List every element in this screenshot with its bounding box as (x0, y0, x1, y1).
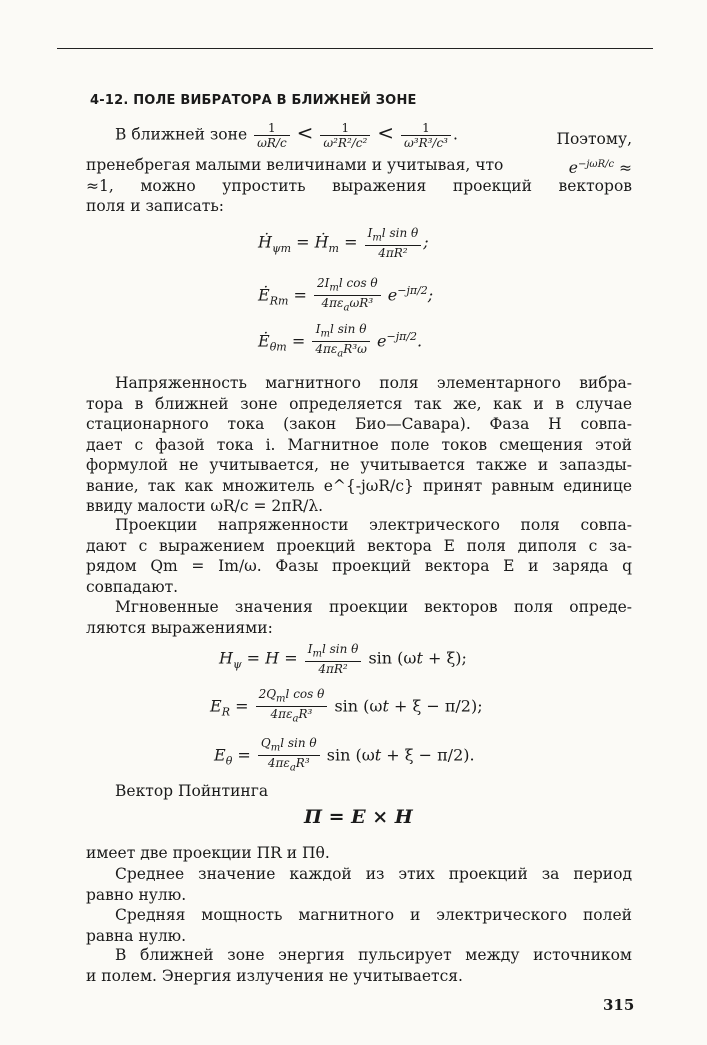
intro-line-2: пренебрегая малыми величинами и учитывая, что (86, 156, 504, 174)
p2-line-7: ввиду малости ωR/c = 2πR/λ. (86, 497, 324, 515)
paragraph-average (86, 864, 632, 905)
p8-line-1: Средняя мощность магнитного и электрического полей (115, 906, 632, 924)
p4-line-2: ляются выражениями: (86, 618, 273, 637)
p2-line-4: дает с фазой тока i. Магнитное поле токов смещения этой (86, 435, 632, 454)
equation-er-instant: $E_R$ = $\frac{2Q_ml \cos \theta}{4\pi\varepsilon_aR^3}$ sin (ωt + ξ − π/2); (210, 687, 483, 725)
p2-line-6: вание, так как множитель e^{-jωR/c} принят равным единице (86, 476, 632, 495)
paragraph-poynting-label (86, 781, 632, 802)
exp-approx: $e^{-j\omega R/c}$ ≈ (568, 159, 632, 178)
equation-er-near: $Ė_{Rm}$ = $\frac{2I_ml \cos \theta}{4\pi\varepsilon_a\omega R^3}$ $e^{-j\pi/2}$; (258, 276, 434, 314)
p9-line-1: В ближней зоне энергия пульсирует между источником (115, 946, 632, 964)
inequality-frac-2: $\frac{1}{\text{ω²R²/c²}}$ (320, 121, 370, 150)
paragraph-energy (86, 945, 632, 986)
section-heading: 4-12. ПОЛЕ ВИБРАТОРА В БЛИЖНЕЙ ЗОНЕ (90, 93, 417, 108)
inequality-frac-1: $\frac{1}{\omega R/c}$ (254, 121, 290, 150)
p3-line-3: рядом Qm = Im/ω. Фазы проекций вектора E и заряда q (86, 557, 632, 575)
top-rule (57, 48, 653, 49)
page-number: 315 (603, 996, 635, 1014)
paragraph-projections (86, 843, 632, 864)
paragraph-magnetic-field (86, 373, 632, 517)
p6-text: имеет две проекции ΠR и Πθ. (86, 844, 330, 862)
p9-line-2: и полем. Энергия излучения не учитывается. (86, 966, 463, 985)
intro-line-3: ≈1, можно упростить выражения проекций векторов (86, 176, 632, 195)
equation-h-near: Ḣ$_{\psi m}$ = Ḣ$_m$ = $\frac{I_ml \sin \theta}{\text{4πR²}}$ ; (258, 226, 429, 261)
p2-line-3: стационарного тока (закон Био—Савара). Фаза H совпа- (86, 415, 632, 433)
intro-text-start: В ближней зоне (115, 125, 248, 144)
p3-line-1: Проекции напряженности электрического поля совпа- (115, 516, 632, 534)
intro-text-end: Поэтому, (556, 130, 632, 148)
equation-etheta-instant: $E_\theta$ = $\frac{Q_ml \sin \theta}{4\pi\varepsilon_aR^3}$ sin (ωt + ξ − π/2). (214, 736, 475, 774)
p3-line-2: дают с выражением проекций вектора E поля диполя с за- (86, 536, 632, 555)
p2-line-5: формулой не учитывается, не учитывается также и запазды- (86, 456, 632, 474)
p7-line-1: Среднее значение каждой из этих проекций за период (115, 865, 632, 883)
equation-etheta-near: $Ė_{\theta m}$ = $\frac{I_ml \sin \theta}{4\pi\varepsilon_aR^3\omega}$ $e^{-j\pi/2}$. (258, 322, 423, 360)
equation-poynting: Π = E × H (304, 806, 413, 828)
equation-h-instant: $H_\psi = H$ = $\frac{I_ml \sin \theta}{\text{4πR²}}$ sin (ωt + ξ); (219, 642, 467, 677)
paragraph-power (86, 905, 632, 946)
intro-line-4: поля и записать: (86, 197, 224, 215)
p8-line-2: равна нулю. (86, 926, 187, 945)
paragraph-instantaneous (86, 597, 632, 638)
paragraph-electric-field (86, 515, 632, 597)
paragraph-intro: В ближней зоне $\frac{1}{\omega R/c}$ < $\frac{1}{\text{ω²R²/c²}}$ < $\frac{1}{\text{ω³R³/c³}}$ . Поэтому, пренебрегая малыми величинами и учитывая, что $e^{-j\omega R/c}$ ≈ ≈1, можно упростить выражения проекций векторов поля и записать: (86, 120, 632, 215)
inequality-frac-3: $\frac{1}{\text{ω³R³/c³}}$ (401, 121, 451, 150)
p4-line-1: Мгновенные значения проекции векторов поля опреде- (115, 598, 632, 616)
p3-line-4: совпадают. (86, 577, 179, 596)
p5-text: Вектор Пойнтинга (115, 782, 269, 800)
p2-line-1: Напряженность магнитного поля элементарного вибра- (115, 374, 632, 392)
p7-line-2: равно нулю. (86, 885, 187, 904)
p2-line-2: тора в ближней зоне определяется так же, как и в случае (86, 394, 632, 413)
